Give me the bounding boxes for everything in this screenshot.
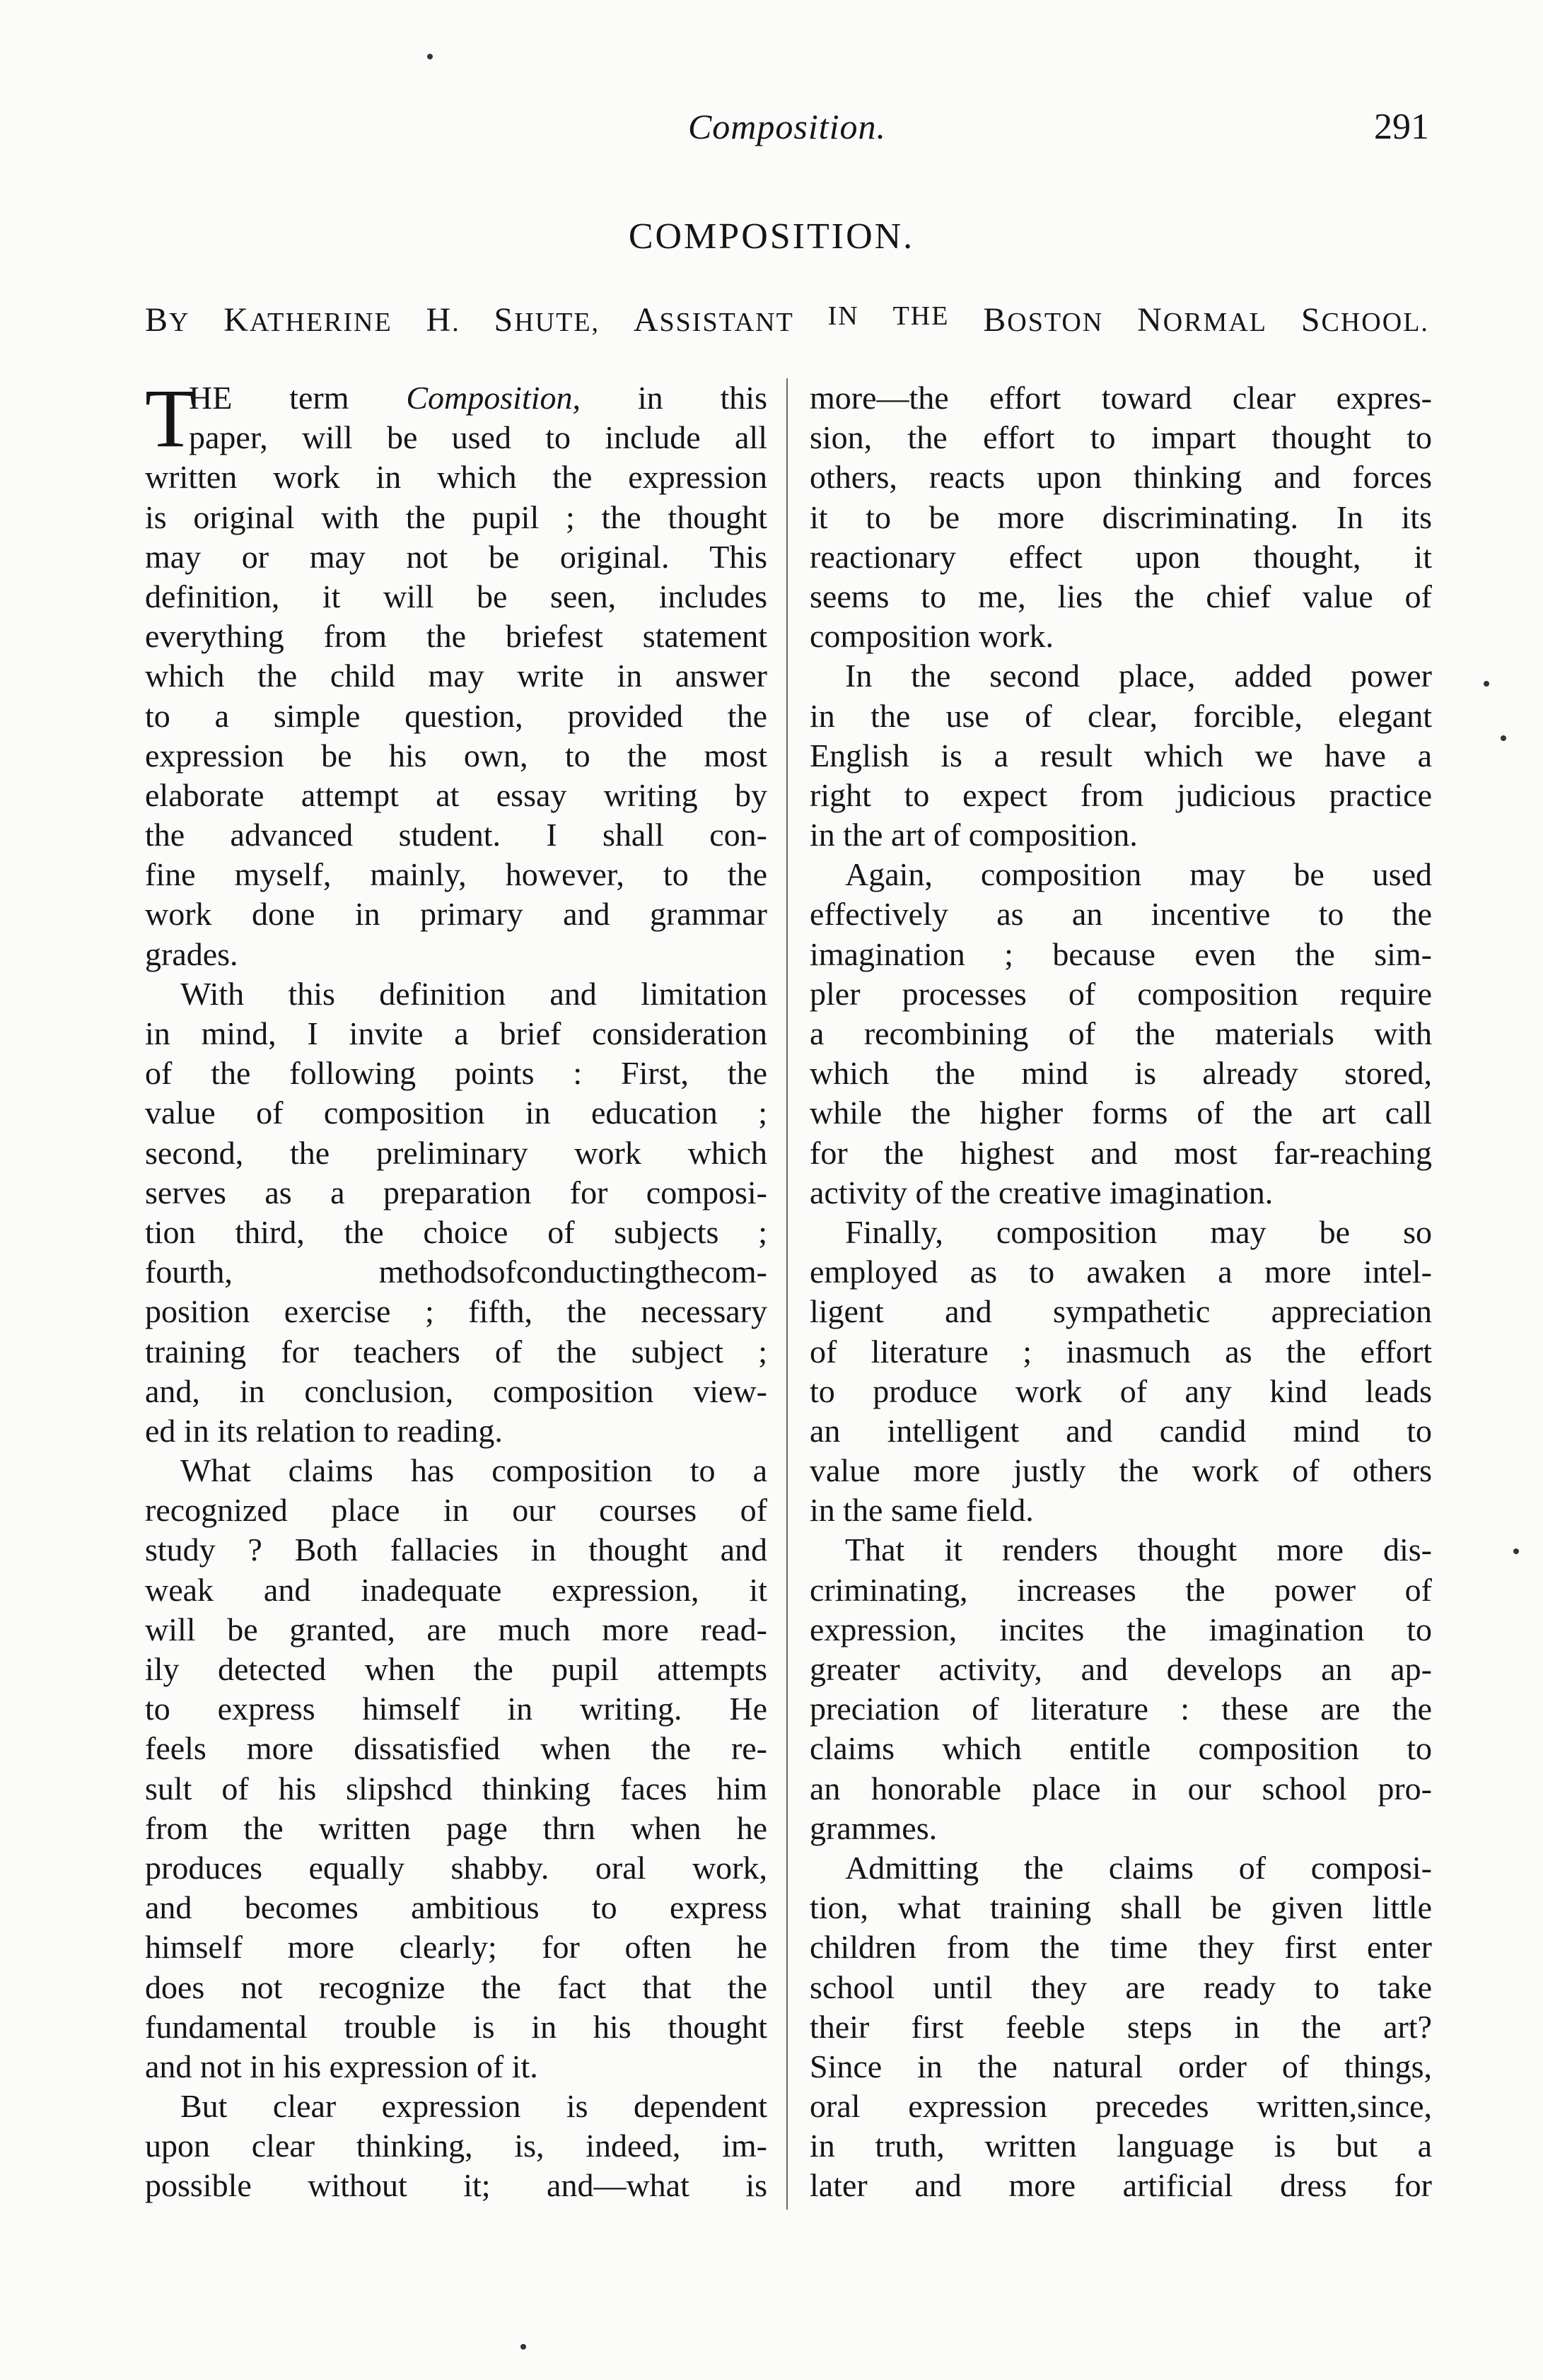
text-line: sion, the effort to impart thought to bbox=[810, 419, 1432, 456]
text-line: reactionary effect upon thought, it bbox=[810, 538, 1432, 575]
text-line: composition work. bbox=[810, 618, 1054, 655]
text-line: serves as a preparation for composi- bbox=[145, 1174, 767, 1211]
text-line: others, reacts upon thinking and forces bbox=[810, 459, 1432, 496]
drop-cap: T bbox=[145, 372, 197, 465]
text-line: to express himself in writing. He bbox=[145, 1691, 767, 1727]
text-line: sult of his slipshcd thinking faces him bbox=[145, 1770, 767, 1807]
running-head bbox=[145, 106, 1429, 163]
text-line: which the child may write in answer bbox=[145, 658, 767, 694]
text-line: seems to me, lies the chief value of bbox=[810, 578, 1432, 614]
text-line: definition, it will be seen, includes bbox=[145, 578, 767, 614]
text-line: of literature ; inasmuch as the effort bbox=[810, 1333, 1432, 1370]
text-line: second, the preliminary work which bbox=[145, 1134, 767, 1171]
text-line: claims which entitle composition to bbox=[810, 1730, 1432, 1767]
text-line: in truth, written language is but a bbox=[810, 2128, 1432, 2164]
text-line: expression be his own, to the most bbox=[145, 737, 767, 774]
article-title: COMPOSITION. bbox=[628, 216, 915, 257]
column-rule bbox=[786, 378, 788, 2210]
text-line: and becomes ambitious to express bbox=[145, 1889, 767, 1926]
text-line: oral expression precedes written,since, bbox=[810, 2088, 1432, 2125]
text-line: while the higher forms of the art call bbox=[810, 1095, 1432, 1131]
text-line: and, in conclusion, composition view- bbox=[145, 1372, 767, 1409]
text-line: fundamental trouble is in his thought bbox=[145, 2008, 767, 2045]
text-line: to produce work of any kind leads bbox=[810, 1372, 1432, 1409]
text-line: upon clear thinking, is, indeed, im- bbox=[145, 2128, 767, 2164]
byline-word: IN bbox=[827, 301, 859, 331]
text-line: work done in primary and grammar bbox=[145, 896, 767, 933]
text-line: in the use of clear, forcible, elegant bbox=[810, 697, 1432, 734]
byline-word: BY bbox=[145, 301, 190, 339]
text-line: in the same field. bbox=[810, 1492, 1034, 1529]
byline-word: ASSISTANT bbox=[633, 301, 794, 339]
text-line: a recombining of the materials with bbox=[810, 1015, 1432, 1051]
text-line: is original with the pupil ; the thought bbox=[145, 498, 767, 535]
text-line: will be granted, are much more read- bbox=[145, 1611, 767, 1647]
text-line: ily detected when the pupil attempts bbox=[145, 1651, 767, 1687]
text-line: feels more dissatisfied when the re- bbox=[145, 1730, 767, 1767]
left-column bbox=[145, 372, 767, 2204]
print-speck bbox=[1501, 735, 1506, 741]
byline-word: THE bbox=[892, 301, 950, 331]
text-line: But clear expression is dependent bbox=[180, 2088, 767, 2125]
text-line: ligent and sympathetic appreciation bbox=[810, 1293, 1432, 1330]
text-line: children from the time they first enter bbox=[810, 1929, 1432, 1966]
text-line: produces equally shabby. oral work, bbox=[145, 1849, 767, 1886]
text-line: an honorable place in our school pro- bbox=[810, 1770, 1432, 1807]
byline-word: SCHOOL. bbox=[1300, 301, 1429, 339]
text-line: may or may not be original. This bbox=[145, 538, 767, 575]
text-line: fine myself, mainly, however, to the bbox=[145, 856, 767, 893]
right-column bbox=[810, 378, 1432, 2203]
byline-word: NORMAL bbox=[1137, 301, 1267, 339]
text-line: their first feeble steps in the art? bbox=[810, 2008, 1432, 2045]
text-line: which the mind is already stored, bbox=[810, 1055, 1432, 1092]
text-line: possible without it; and—what is bbox=[145, 2167, 767, 2204]
text-line: Since in the natural order of things, bbox=[810, 2048, 1432, 2084]
print-speck bbox=[1513, 1548, 1519, 1554]
text-line: greater activity, and develops an ap- bbox=[810, 1651, 1432, 1687]
text-line: With this definition and limitation bbox=[180, 975, 767, 1012]
text-line: Finally, composition may be so bbox=[845, 1213, 1432, 1250]
running-title: Composition. bbox=[687, 107, 887, 146]
text-line: in the art of composition. bbox=[810, 817, 1138, 853]
text-line: elaborate attempt at essay writing by bbox=[145, 776, 767, 813]
text-line: employed as to awaken a more intel- bbox=[810, 1254, 1432, 1290]
text-line: everything from the briefest statement bbox=[145, 618, 767, 655]
text-line: criminating, increases the power of bbox=[810, 1571, 1432, 1608]
print-speck bbox=[427, 54, 433, 59]
text-line: right to expect from judicious practice bbox=[810, 776, 1432, 813]
text-line: tion third, the choice of subjects ; bbox=[145, 1213, 767, 1250]
text-line: and not in his expression of it. bbox=[145, 2048, 538, 2084]
text-line: imagination ; because even the sim- bbox=[810, 935, 1432, 972]
text-line: Again, composition may be used bbox=[845, 856, 1432, 893]
text-line: written work in which the expression bbox=[145, 459, 767, 496]
italic-term: Composition, bbox=[406, 380, 581, 416]
text-line: in mind, I invite a brief consideration bbox=[145, 1015, 767, 1051]
text-line: grades. bbox=[145, 935, 238, 972]
text-line: himself more clearly; for often he bbox=[145, 1929, 767, 1966]
text-line: fourth, methodsofconductingthecom- bbox=[145, 1254, 767, 1290]
text-line: paper, will be used to include all bbox=[189, 419, 767, 456]
text-line: activity of the creative imagination. bbox=[810, 1174, 1274, 1211]
byline-word: H. bbox=[426, 301, 460, 339]
text-line: weak and inadequate expression, it bbox=[145, 1571, 767, 1608]
text-line: more—the effort toward clear expres- bbox=[810, 380, 1432, 416]
text-line: school until they are ready to take bbox=[810, 1968, 1432, 2005]
print-speck bbox=[1484, 681, 1489, 687]
byline-word: SHUTE, bbox=[494, 301, 600, 339]
text-line: later and more artificial dress for bbox=[810, 2167, 1432, 2204]
text-line: ed in its relation to reading. bbox=[145, 1412, 503, 1449]
text-line: to a simple question, provided the bbox=[145, 697, 767, 734]
text-line: of the following points : First, the bbox=[145, 1055, 767, 1092]
text-line: grammes. bbox=[810, 1809, 938, 1846]
text-line: Admitting the claims of composi- bbox=[845, 1849, 1432, 1886]
text-line: it to be more discriminating. In its bbox=[810, 498, 1432, 535]
text-line: In the second place, added power bbox=[845, 658, 1432, 694]
text-line: What claims has composition to a bbox=[180, 1452, 767, 1489]
text-line: effectively as an incentive to the bbox=[810, 896, 1432, 933]
text-line: English is a result which we have a bbox=[810, 737, 1432, 774]
page-number: 291 bbox=[1374, 107, 1429, 147]
text-line: value of composition in education ; bbox=[145, 1095, 767, 1131]
text-line: an intelligent and candid mind to bbox=[810, 1412, 1432, 1449]
first-line-start: HE term bbox=[189, 380, 407, 416]
text-line: value more justly the work of others bbox=[810, 1452, 1432, 1489]
text-line: study ? Both fallacies in thought and bbox=[145, 1532, 767, 1568]
text-line: recognized place in our courses of bbox=[145, 1492, 767, 1529]
text-line: training for teachers of the subject ; bbox=[145, 1333, 767, 1370]
text-line: preciation of literature : these are the bbox=[810, 1691, 1432, 1727]
byline bbox=[145, 301, 1429, 339]
text-line: That it renders thought more dis- bbox=[845, 1532, 1432, 1568]
byline-word: KATHERINE bbox=[223, 301, 392, 339]
text-line: does not recognize the fact that the bbox=[145, 1968, 767, 2005]
text-line: from the written page thrn when he bbox=[145, 1809, 767, 1846]
text-line: position exercise ; fifth, the necessary bbox=[145, 1293, 767, 1330]
text-line bbox=[145, 378, 767, 418]
text-line: for the highest and most far-reaching bbox=[810, 1134, 1432, 1171]
text-line: the advanced student. I shall con- bbox=[145, 817, 767, 853]
text-line: expression, incites the imagination to bbox=[810, 1611, 1432, 1647]
text-line: pler processes of composition require bbox=[810, 975, 1432, 1012]
first-line-end: in this bbox=[581, 380, 767, 416]
print-speck bbox=[520, 2344, 526, 2350]
text-line: tion, what training shall be given little bbox=[810, 1889, 1432, 1926]
byline-word: BOSTON bbox=[983, 301, 1104, 339]
